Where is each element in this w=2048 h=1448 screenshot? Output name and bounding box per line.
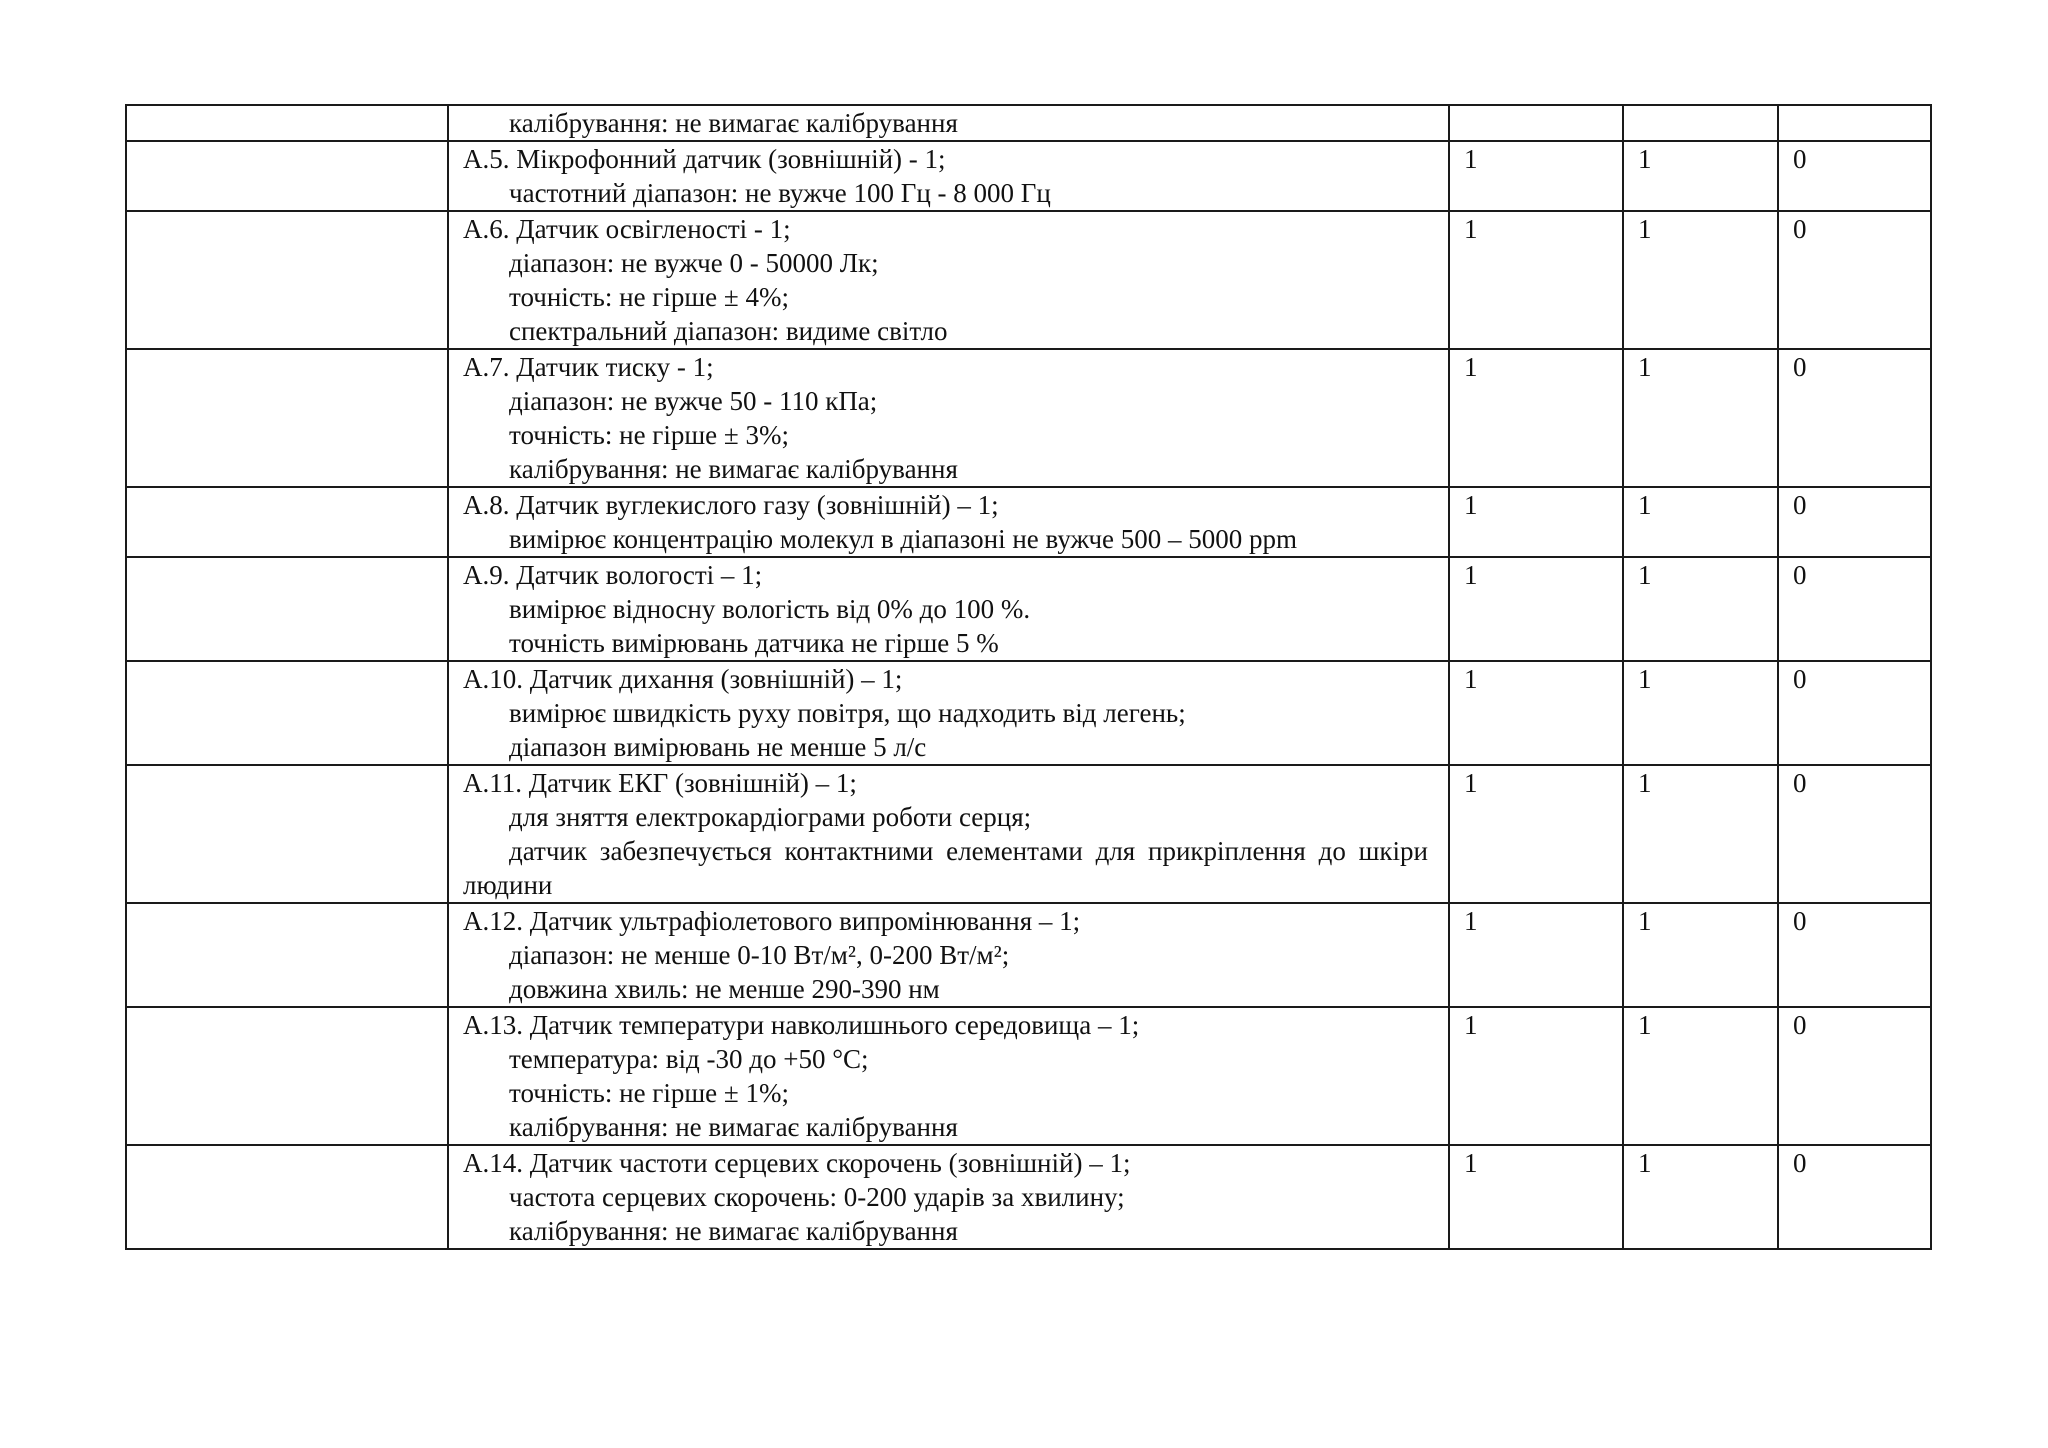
quantity-value: 0 <box>1793 1148 1807 1178</box>
description-cell <box>448 1145 1449 1249</box>
name-cell <box>126 661 448 765</box>
description-line: температура: від -30 до +50 °С; <box>509 1044 869 1074</box>
description-line: калібрування: не вимагає калібрування <box>509 454 958 484</box>
description-line: діапазон: не менше 0-10 Вт/м², 0-200 Вт/м²; <box>509 940 1010 970</box>
table-row <box>126 105 1931 141</box>
description-line: точність: не гірше ± 1%; <box>509 1078 789 1108</box>
description-line: А.14. Датчик частоти серцевих скорочень (зовнішній) – 1; <box>463 1148 1131 1178</box>
quantity-value: 1 <box>1464 1148 1478 1178</box>
description-line: частота серцевих скорочень: 0-200 ударів за хвилину; <box>509 1182 1125 1212</box>
description-line: довжина хвиль: не менше 290-390 нм <box>509 974 940 1004</box>
quantity-value: 1 <box>1464 214 1478 244</box>
description-cell <box>448 211 1449 349</box>
quantity-cell-3 <box>1778 349 1931 487</box>
description-line: А.10. Датчик дихання (зовнішній) – 1; <box>463 664 903 694</box>
description-line: калібрування: не вимагає калібрування <box>509 1112 958 1142</box>
quantity-cell-2 <box>1623 487 1778 557</box>
description-line: частотний діапазон: не вужче 100 Гц - 8 000 Гц <box>509 178 1051 208</box>
quantity-cell-2 <box>1623 903 1778 1007</box>
quantity-cell-3 <box>1778 487 1931 557</box>
name-cell <box>126 211 448 349</box>
description-cell <box>448 349 1449 487</box>
description-line: датчик забезпечується контактними елементами для прикріплення до шкіри людини <box>463 836 1428 900</box>
quantity-value: 1 <box>1638 1148 1652 1178</box>
description-line: точність: не гірше ± 4%; <box>509 282 789 312</box>
quantity-cell-2 <box>1623 1007 1778 1145</box>
name-cell <box>126 105 448 141</box>
description-cell <box>448 557 1449 661</box>
description-line: А.6. Датчик освігленості - 1; <box>463 214 791 244</box>
description-line: діапазон: не вужче 50 - 110 кПа; <box>509 386 878 416</box>
quantity-value: 1 <box>1638 906 1652 936</box>
quantity-value: 0 <box>1793 664 1807 694</box>
equipment-spec-table <box>125 104 1932 1250</box>
quantity-value: 1 <box>1638 560 1652 590</box>
name-cell <box>126 903 448 1007</box>
description-line: вимірює відносну вологість від 0% до 100 %. <box>509 594 1031 624</box>
description-line: точність вимірювань датчика не гірше 5 % <box>509 628 999 658</box>
quantity-cell-1 <box>1449 1145 1623 1249</box>
quantity-cell-1 <box>1449 211 1623 349</box>
quantity-cell-3 <box>1778 211 1931 349</box>
quantity-value: 0 <box>1793 214 1807 244</box>
quantity-cell-2 <box>1623 141 1778 211</box>
quantity-value: 1 <box>1638 352 1652 382</box>
name-cell <box>126 765 448 903</box>
quantity-cell-2 <box>1623 105 1778 141</box>
quantity-value: 0 <box>1793 560 1807 590</box>
name-cell <box>126 141 448 211</box>
quantity-cell-3 <box>1778 765 1931 903</box>
quantity-value: 1 <box>1638 490 1652 520</box>
quantity-cell-2 <box>1623 1145 1778 1249</box>
name-cell <box>126 349 448 487</box>
quantity-cell-2 <box>1623 349 1778 487</box>
table-row <box>126 487 1931 557</box>
quantity-value: 0 <box>1793 768 1807 798</box>
quantity-cell-1 <box>1449 349 1623 487</box>
quantity-value: 0 <box>1793 352 1807 382</box>
quantity-cell-3 <box>1778 661 1931 765</box>
description-line: калібрування: не вимагає калібрування <box>509 108 958 138</box>
quantity-cell-3 <box>1778 557 1931 661</box>
quantity-cell-2 <box>1623 661 1778 765</box>
quantity-value: 1 <box>1464 144 1478 174</box>
quantity-cell-2 <box>1623 557 1778 661</box>
quantity-cell-3 <box>1778 141 1931 211</box>
description-line: А.12. Датчик ультрафіолетового випромінювання – 1; <box>463 906 1081 936</box>
quantity-cell-3 <box>1778 903 1931 1007</box>
quantity-cell-1 <box>1449 1007 1623 1145</box>
description-line: А.8. Датчик вуглекислого газу (зовнішній) – 1; <box>463 490 999 520</box>
description-line: А.5. Мікрофонний датчик (зовнішній) - 1; <box>463 144 946 174</box>
description-cell <box>448 105 1449 141</box>
table-row <box>126 349 1931 487</box>
quantity-value: 1 <box>1464 1010 1478 1040</box>
name-cell <box>126 1145 448 1249</box>
description-cell <box>448 1007 1449 1145</box>
table-row <box>126 141 1931 211</box>
description-cell <box>448 765 1449 903</box>
description-line: для зняття електрокардіограми роботи серця; <box>509 802 1032 832</box>
quantity-cell-1 <box>1449 487 1623 557</box>
description-line: спектральний діапазон: видиме світло <box>509 316 948 346</box>
description-line: А.9. Датчик вологості – 1; <box>463 560 763 590</box>
description-line: вимірює швидкість руху повітря, що надходить від легень; <box>509 698 1186 728</box>
table-row <box>126 211 1931 349</box>
quantity-value: 1 <box>1464 768 1478 798</box>
description-line: діапазон вимірювань не менше 5 л/с <box>509 732 927 762</box>
quantity-value: 1 <box>1638 664 1652 694</box>
description-line: калібрування: не вимагає калібрування <box>509 1216 958 1246</box>
quantity-cell-2 <box>1623 765 1778 903</box>
description-line: А.7. Датчик тиску - 1; <box>463 352 714 382</box>
description-cell <box>448 903 1449 1007</box>
quantity-value: 1 <box>1464 664 1478 694</box>
table-row <box>126 1145 1931 1249</box>
quantity-cell-3 <box>1778 105 1931 141</box>
quantity-value: 0 <box>1793 1010 1807 1040</box>
quantity-value: 0 <box>1793 906 1807 936</box>
quantity-value: 1 <box>1638 768 1652 798</box>
table-row <box>126 1007 1931 1145</box>
quantity-value: 1 <box>1638 214 1652 244</box>
quantity-value: 1 <box>1464 490 1478 520</box>
description-line: А.11. Датчик ЕКГ (зовнішній) – 1; <box>463 768 857 798</box>
description-line: точність: не гірше ± 3%; <box>509 420 789 450</box>
table-row <box>126 903 1931 1007</box>
table-row <box>126 557 1931 661</box>
quantity-value: 1 <box>1638 1010 1652 1040</box>
quantity-value: 0 <box>1793 144 1807 174</box>
quantity-cell-1 <box>1449 661 1623 765</box>
quantity-cell-2 <box>1623 211 1778 349</box>
table-body <box>126 105 1931 1249</box>
quantity-value: 1 <box>1464 560 1478 590</box>
name-cell <box>126 1007 448 1145</box>
description-cell <box>448 487 1449 557</box>
table-row <box>126 661 1931 765</box>
description-line: вимірює концентрацію молекул в діапазоні не вужче 500 – 5000 ppm <box>509 524 1298 554</box>
name-cell <box>126 487 448 557</box>
quantity-value: 1 <box>1464 906 1478 936</box>
name-cell <box>126 557 448 661</box>
quantity-value: 0 <box>1793 490 1807 520</box>
description-line: А.13. Датчик температури навколишнього середовища – 1; <box>463 1010 1140 1040</box>
description-cell <box>448 661 1449 765</box>
quantity-cell-1 <box>1449 105 1623 141</box>
quantity-value: 1 <box>1464 352 1478 382</box>
quantity-cell-1 <box>1449 903 1623 1007</box>
description-cell <box>448 141 1449 211</box>
quantity-cell-1 <box>1449 765 1623 903</box>
description-line: діапазон: не вужче 0 - 50000 Лк; <box>509 248 879 278</box>
quantity-value: 1 <box>1638 144 1652 174</box>
quantity-cell-3 <box>1778 1007 1931 1145</box>
quantity-cell-1 <box>1449 141 1623 211</box>
quantity-cell-1 <box>1449 557 1623 661</box>
table-row <box>126 765 1931 903</box>
quantity-cell-3 <box>1778 1145 1931 1249</box>
